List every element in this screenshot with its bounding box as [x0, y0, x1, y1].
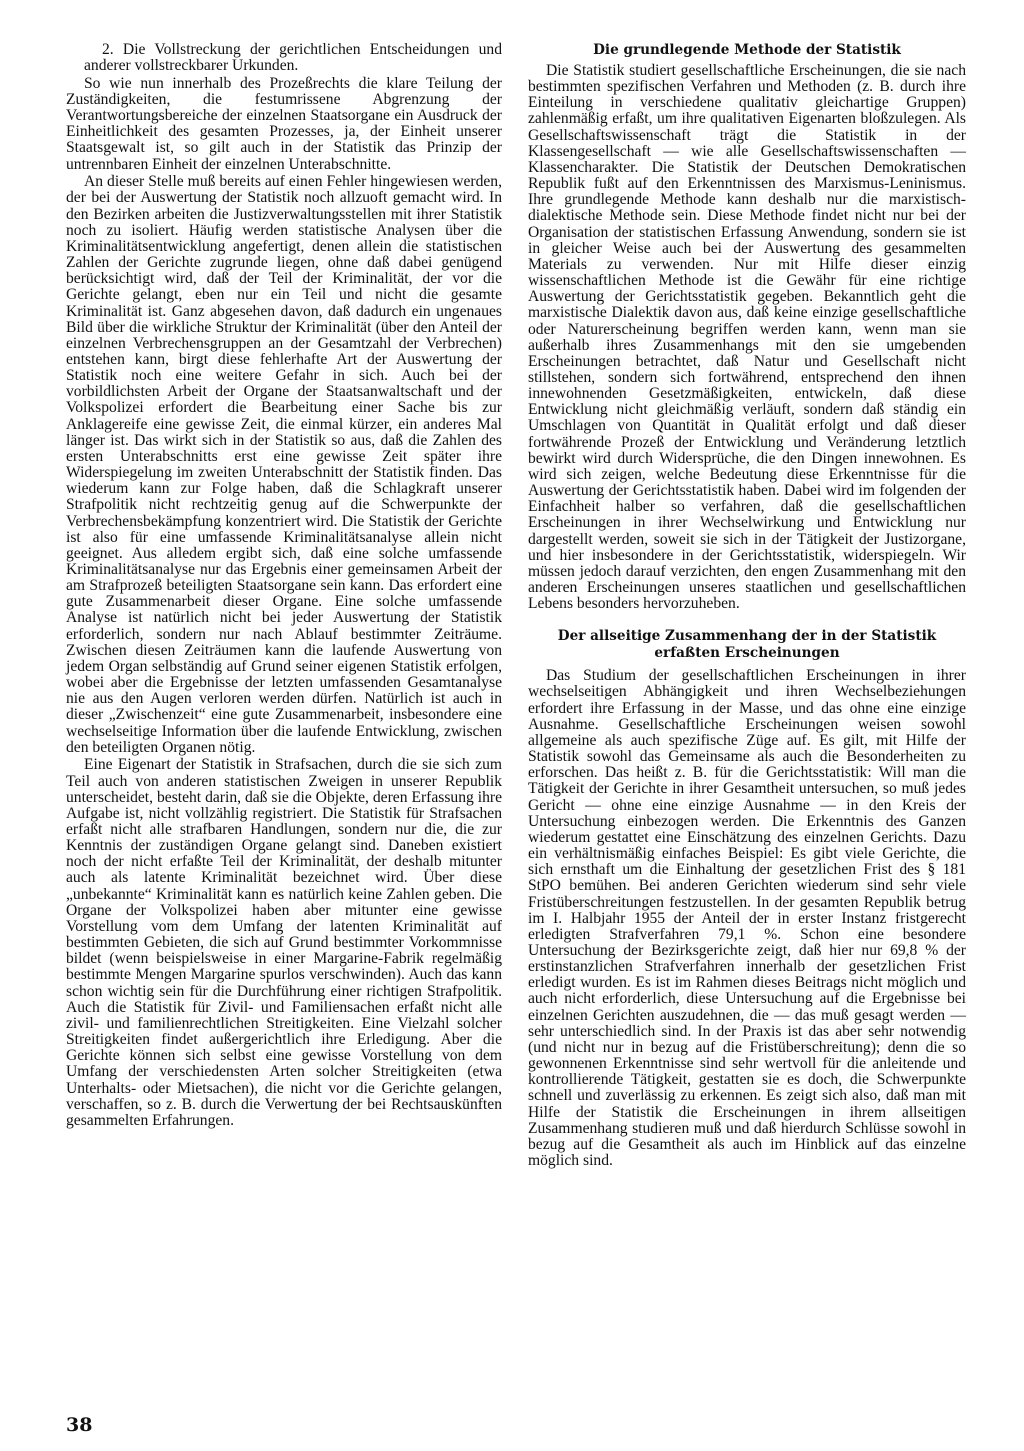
right-column — [528, 42, 966, 1171]
left-column — [66, 42, 502, 1130]
section-heading-method: Die grundlegende Methode der Statistik — [593, 42, 901, 58]
body-paragraph: An dieser Stelle muß bereits auf einen Fehler hingewiesen werden, der bei der Auswertung der Statistik noch allzuoft gemacht wird. In den Bezirken arbeiten die Justizverwaltungsstellen mit ihrer Statistik noch zu isoliert. Häufig werden statistische Analysen über die Kriminalitätsentwicklung angefertigt, denen allein die statistischen Zahlen der Gerichte zugrunde liegen, ohne daß dabei genügend berücksichtigt wird, daß der Teil der Kriminalität, der vor die Gerichte gelangt, eben nur ein Teil und nicht die gesamte Kriminalität ist. Ganz abgesehen davon, daß dadurch ein ungenaues Bild über die wirkliche Struktur der Kriminalität (über den Anteil der einzelnen Verbrechensgruppen an der Gesamtzahl der Verbrechen) entstehen kann, birgt diese fehlerhafte Art der Auswertung der Statistik noch eine weitere Gefahr in sich. Auch bei der vorbildlichsten Arbeit der Organe der Staatsanwaltschaft und der Volkspolizei erfordert die Bearbeitung einer Sache bis zur Anklagereife eine gewisse Zeit, die einmal kürzer, ein anderes Mal länger ist. Das wirkt sich in der Statistik so aus, daß die Zahlen des ersten Unterabschnitts erst eine gewisse Zeit später ihre Widerspiegelung im zweiten Unterabschnitt der Statistik finden. Das wiederum kann zur Folge haben, daß die Schlagkraft unserer Strafpolitik nicht rechtzeitig genug auf die Schwerpunkte der Verbrechensbekämpfung konzentriert wird. Die Statistik der Gerichte ist also für eine umfassende Kriminalitätsanalyse allein nicht geeignet. Aus alledem ergibt sich, daß eine solche umfassende Kriminalitätsanalyse nur das Ergebnis einer gemeinsamen Arbeit der am Strafprozeß beteiligten Staatsorgane sein kann. Das erfordert eine gute Zusammenarbeit dieser Organe. Eine solche umfassende Analyse ist natürlich nicht bei jeder Auswertung der Statistik erforderlich, sondern nur nach Ablauf bestimmter Zeiträume. Zwischen diesen Zeiträumen kann die laufende Auswertung von jedem Organ selbständig auf Grund seiner eigenen Statistik erfolgen, wobei aber die Ergebnisse der letzten umfassenden Gesamtanalyse nie aus den Augen verloren werden dürfen. Natürlich ist auch in dieser „Zwischenzeit“ eine gute Zusammenarbeit, insbesondere eine wechselseitige Information über die laufende Entwicklung, zwischen den beteiligten Organen nötig. — [66, 173, 502, 756]
body-paragraph: Das Studium der gesellschaftlichen Erscheinungen in ihrer wechselseitigen Abhängigkeit und ihren Wechselbeziehungen erfordert ihre Erfassung in der Masse, und das ohne eine einzige Ausnahme. Gesellschaftliche Erscheinungen weisen sowohl allgemeine als auch spezifische Züge auf. Es gilt, mit Hilfe der Statistik sowohl das Gemeinsame als auch die Besonderheiten zu erforschen. Das heißt z. B. für die Gerichtsstatistik: Will man die Tätigkeit der Gerichte in ihrer Gesamtheit untersuchen, so muß jedes Gericht — ohne eine einzige Ausnahme — in den Kreis der Untersuchung einbezogen werden. Die Erkenntnis des Ganzen wiederum gestattet eine Einschätzung des einzelnen Gerichts. Dazu ein verhältnismäßig einfaches Beispiel: Es gibt viele Gerichte, die sich ernsthaft um die Einhaltung der gesetzlichen Frist des § 181 StPO bemühen. Bei anderen Gerichten wiederum sind sehr viele Fristüberschreitungen festzustellen. In der gesamten Republik betrug im I. Halbjahr 1955 der Anteil der in erster Instanz fristgerecht erledigten Strafverfahren 79,1 %. Schon eine besondere Untersuchung der Bezirksgerichte zeigt, daß hier nur 69,8 % der erstinstanzlichen Strafverfahren innerhalb der gesetzlichen Frist erledigt wurden. Es ist im Rahmen dieses Beitrags nicht möglich und auch nicht erforderlich, diese Untersuchung auf die Ergebnisse bei einzelnen Gerichten auszudehnen, die — das muß gesagt werden — sehr unterschiedlich sind. In der Praxis ist das aber sehr notwendig (und nicht nur in bezug auf die Fristüberschreitung); denn die so gewonnenen Erkenntnisse sind sehr wertvoll für die anleitende und kontrollierende Tätigkeit, gestatten sie es doch, die Schwerpunkte schnell und zuverlässig zu erkennen. Es zeigt sich also, daß man mit Hilfe der Statistik die Erscheinungen in ihrem allseitigen Zusammenhang studieren muß und daß hierdurch Schlüsse sowohl in bezug auf die Gesamtheit als auch im Hinblick auf das einzelne möglich sind. — [528, 667, 966, 1169]
body-paragraph: So wie nun innerhalb des Prozeßrechts die klare Teilung der Zuständigkeiten, die festumrissene Abgrenzung der Verantwortungsbereiche der einzelnen Staatsorgane ein Ausdruck der Einheitlichkeit des gesamten Prozesses, ja, der Einheit unserer Staatsgewalt ist, so gilt auch in der Statistik das Prinzip der untrennbaren Einheit der einzelnen Unterabschnitte. — [66, 74, 502, 173]
heading-line: erfaßten Erscheinungen — [654, 645, 840, 662]
page-number: 38 — [66, 1414, 93, 1436]
list-item-2: 2. Die Vollstreckung der gerichtlichen Entscheidungen und anderer vollstreckbarer Urkunden. — [84, 41, 502, 75]
section-heading-connection — [528, 628, 966, 662]
heading-line: Der allseitige Zusammenhang der in der Statistik — [557, 628, 937, 645]
body-paragraph: Die Statistik studiert gesellschaftliche Erscheinungen, die sie nach bestimmten spezifischen Verfahren und Methoden (z. B. durch ihre Einteilung in verschiedene qualitativ gleichartige Gruppen) zahlenmäßig erfaßt, um ihre qualitativen Eigenarten bloßzulegen. Als Gesellschaftswissenschaft trägt die Statistik in der Klassengesellschaft — wie alle Gesellschaftswissenschaften — Klassencharakter. Die Statistik der Deutschen Demokratischen Republik fußt auf den Erkenntnissen des Marxismus-Leninismus. Ihre grundlegende Methode kann deshalb nur die marxistisch-dialektische Methode sein. Diese Methode findet nicht nur bei der Organisation der statistischen Erfassung Anwendung, sondern sie ist in gleicher Weise auch bei der Auswertung des gesammelten Materials zu verwenden. Nur mit Hilfe dieser einzig wissenschaftlichen Methode ist die Gewähr für eine richtige Auswertung der Gerichtsstatistik gegeben. Bekanntlich geht die marxistische Dialektik davon aus, daß keine einzige gesellschaftliche oder Naturerscheinung begriffen werden kann, wenn man sie außerhalb ihres Zusammenhangs mit den sie umgebenden Erscheinungen betrachtet, daß Natur und Gesellschaft nicht stillstehen, sondern sich fortwährend, entsprechend den ihnen innewohnenden Gesetzmäßigkeiten, entwickeln, daß diese Entwicklung nicht gleichmäßig verläuft, sondern daß ständig ein Umschlagen von Quantität in Qualität erfolgt und daß dieser fortwährende Prozeß der Entwicklung und Veränderung letztlich bewirkt wird durch Widersprüche, die den Dingen innewohnen. Es wird sich zeigen, welche Bedeutung diese Erkenntnisse für die Auswertung der Gerichtsstatistik haben. Dabei wird im folgenden der Einfachheit halber so verfahren, daß die gesellschaftlichen Erscheinungen in ihrer Wechselwirkung und Entwicklung nur dargestellt werden, soweit sie sich in der Tätigkeit der Justizorgane, und hier insbesondere in der Gerichtsstatistik, widerspiegeln. Wir müssen jedoch darauf verzichten, den engen Zusammenhang mit den anderen Erscheinungen unseres staatlichen und gesellschaftlichen Lebens besonders hervorzuheben. — [528, 62, 966, 613]
body-paragraph: Eine Eigenart der Statistik in Strafsachen, durch die sie sich zum Teil auch von anderen statistischen Zweigen in unserer Republik unterscheidet, besteht darin, daß sie die Objekte, deren Erfassung ihre Aufgabe ist, nicht vollzählig registriert. Die Statistik für Strafsachen erfaßt nicht alle strafbaren Handlungen, sondern nur die, die zur Kenntnis der zuständigen Organe gelangt sind. Daneben existiert noch der nicht erfaßte Teil der Kriminalität, der deshalb mitunter auch als latente Kriminalität bezeichnet wird. Über diese „unbekannte“ Kriminalität kann es natürlich keine Zahlen geben. Die Organe der Volkspolizei haben aber mitunter eine gewisse Vorstellung vom dem Umfang der latenten Kriminalität auf bestimmten Gebieten, die sich auf Grund bestimmter Vorkommnisse bildet (wenn beispielsweise in einer Margarine-Fabrik regelmäßig bestimmte Mengen Margarine spurlos verschwinden). Auch das kann schon wichtig sein für die Durchführung einer richtigen Strafpolitik. Auch die Statistik für Zivil- und Familiensachen erfaßt nicht alle zivil- und familienrechtlichen Streitigkeiten. Eine Vielzahl solcher Streitigkeiten findet außergerichtlich ihre Erledigung. Aber die Gerichte können sich selbst eine gewisse Vorstellung von dem Umfang der verschiedensten Arten solcher Streitigkeiten (etwa Unterhalts- oder Mietsachen), die nicht vor die Gerichte gelangen, verschaffen, so z. B. durch die Verwertung der bei Rechtsauskünften gesammelten Erfahrungen. — [66, 756, 502, 1129]
